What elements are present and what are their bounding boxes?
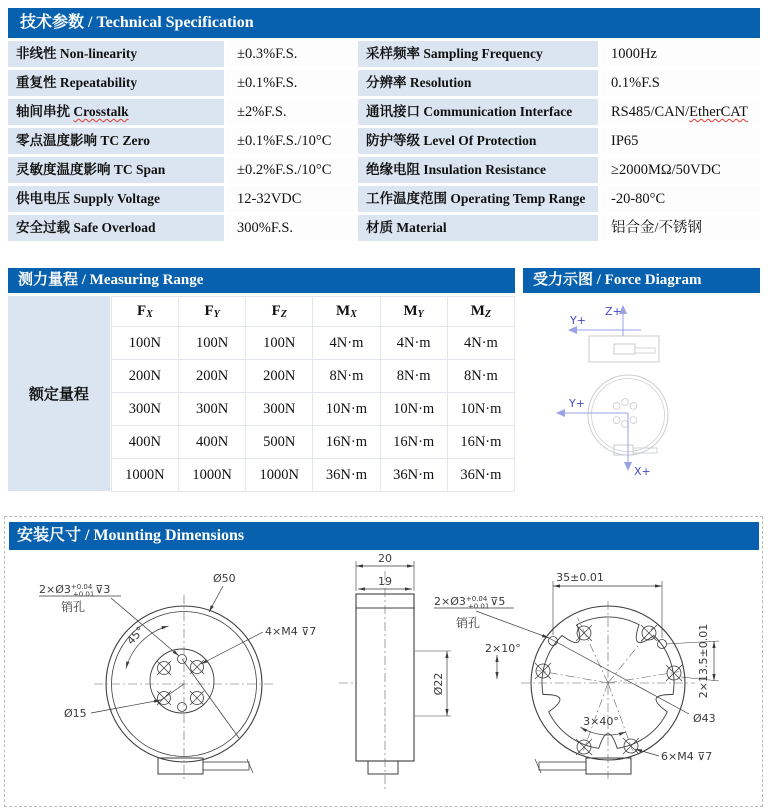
front-m4-dim: 4×M4 ⊽7: [265, 625, 317, 638]
spec-value-tc-zero: ±0.1%F.S./10°C: [227, 128, 355, 154]
spec-value-tc-span: ±0.2%F.S./10°C: [227, 157, 355, 183]
range-cell: 8N·m: [313, 360, 380, 393]
range-cell: 4N·m: [380, 327, 447, 360]
spec-label-protection: 防护等级 Level Of Protection: [358, 128, 598, 154]
range-cell: 1000N: [246, 459, 313, 492]
technical-spec-table: [8, 41, 760, 241]
side-view-drawing: [339, 552, 451, 789]
range-row-400n: [111, 426, 514, 459]
spec-value-sampling-frequency: 1000Hz: [601, 41, 760, 67]
front-pin-hole-label: 销孔: [61, 600, 86, 614]
range-cell: 1000N: [111, 459, 178, 492]
measuring-range-table: [8, 296, 515, 492]
side-d22-dim: Ø22: [432, 672, 445, 696]
range-row-200n: [111, 360, 514, 393]
spec-label-resolution: 分辨率 Resolution: [358, 70, 598, 96]
spec-value-comm-tail: EtherCAT: [689, 104, 748, 120]
col-mz: MZ: [447, 297, 514, 327]
front-d50-dim: Ø50: [213, 572, 236, 585]
range-cell: 100N: [111, 327, 178, 360]
side-width20-dim: 20: [378, 552, 392, 565]
spec-value-crosstalk: ±2%F.S.: [227, 99, 355, 125]
section-technical-specification: [8, 8, 760, 241]
range-cell: 16N·m: [447, 426, 514, 459]
mounting-dimensions-header: 安装尺寸 / Mounting Dimensions: [9, 522, 759, 550]
spec-label-nonlinearity: 非线性 Non-linearity: [8, 41, 224, 67]
mounting-drawings: [5, 517, 762, 806]
section-measuring-range: [8, 268, 515, 492]
rear-2x10deg-dim: 2×10°: [485, 642, 521, 655]
col-fx: FX: [111, 297, 178, 327]
measuring-range-header: 测力量程 / Measuring Range: [8, 268, 515, 293]
spec-value-protection: IP65: [601, 128, 760, 154]
rear-13p5-dim: 2×13.5±0.01: [697, 623, 710, 699]
sensor-side-view: [589, 336, 659, 362]
front-d15-dim: Ø15: [64, 707, 87, 720]
col-fz: FZ: [246, 297, 313, 327]
range-cell: 8N·m: [447, 360, 514, 393]
range-cell: 1000N: [178, 459, 245, 492]
range-cell: 36N·m: [447, 459, 514, 492]
spec-label-supply-voltage: 供电电压 Supply Voltage: [8, 186, 224, 212]
col-fy: FY: [178, 297, 245, 327]
col-my: MY: [380, 297, 447, 327]
range-cell: 36N·m: [380, 459, 447, 492]
rear-view-drawing: [434, 571, 719, 779]
range-header-row: [111, 297, 514, 327]
rear-pin-hole-label: 销孔: [456, 616, 481, 630]
spec-label-tc-zero: 零点温度影响 TC Zero: [8, 128, 224, 154]
range-cell: 16N·m: [313, 426, 380, 459]
range-cell: 4N·m: [313, 327, 380, 360]
rear-35-dim: 35±0.01: [556, 571, 604, 584]
range-cell: 400N: [178, 426, 245, 459]
axis-label-y-plus-top: Y+: [569, 397, 585, 410]
spec-label-material: 材质 Material: [358, 215, 598, 241]
rear-m4-dim: 6×M4 ⊽7: [661, 750, 713, 763]
force-diagram: [523, 294, 760, 506]
spec-value-insulation-resistance: ≥2000MΩ/50VDC: [601, 157, 760, 183]
spec-value-repeatability: ±0.1%F.S.: [227, 70, 355, 96]
spec-value-communication-interface: [601, 99, 760, 125]
rear-3x40deg-dim: 3×40°: [583, 715, 619, 728]
side-width19-dim: 19: [378, 575, 392, 588]
range-cell: 10N·m: [380, 393, 447, 426]
range-cell: 4N·m: [447, 327, 514, 360]
range-row-100n: [111, 327, 514, 360]
spec-label-tc-span: 灵敏度温度影响 TC Span: [8, 157, 224, 183]
range-cell: 16N·m: [380, 426, 447, 459]
range-cell: 8N·m: [380, 360, 447, 393]
spec-value-supply-voltage: 12-32VDC: [227, 186, 355, 212]
force-diagram-header: 受力示图 / Force Diagram: [523, 268, 760, 293]
range-cell: 100N: [246, 327, 313, 360]
axis-label-z-plus: Z+: [605, 305, 622, 318]
range-cell: 300N: [111, 393, 178, 426]
range-cell: 400N: [111, 426, 178, 459]
rear-d43-dim: Ø43: [693, 712, 716, 725]
spec-label-crosstalk-zh: 轴间串扰: [16, 104, 74, 119]
range-cell: 10N·m: [313, 393, 380, 426]
technical-spec-header: 技术参数 / Technical Specification: [8, 8, 760, 38]
spec-label-communication-interface: 通讯接口 Communication Interface: [358, 99, 598, 125]
spec-value-resolution: 0.1%F.S: [601, 70, 760, 96]
spec-value-operating-temp: -20-80°C: [601, 186, 760, 212]
spec-value-safe-overload: 300%F.S.: [227, 215, 355, 241]
front-pin-hole-dim: $2\times Ø3^{+0.04}$ +0.01⊽3: [39, 583, 111, 599]
range-cell: 200N: [246, 360, 313, 393]
range-cell: 200N: [178, 360, 245, 393]
spec-value-material: 铝合金/不锈钢: [601, 215, 760, 241]
top-view-axes: [557, 413, 628, 470]
col-mx: MX: [313, 297, 380, 327]
spec-label-safe-overload: 安全过载 Safe Overload: [8, 215, 224, 241]
spec-label-operating-temp: 工作温度范围 Operating Temp Range: [358, 186, 598, 212]
range-row-300n: [111, 393, 514, 426]
spec-label-crosstalk-en: Crosstalk: [73, 104, 129, 119]
rated-range-label: 额定量程: [8, 296, 110, 491]
range-cell: 200N: [111, 360, 178, 393]
spec-value-nonlinearity: ±0.3%F.S.: [227, 41, 355, 67]
rear-pin-hole-dim: $2\times Ø3^{+0.04}$ +0.01⊽5: [434, 595, 506, 611]
range-cell: 300N: [178, 393, 245, 426]
range-cell: 300N: [246, 393, 313, 426]
front-view-drawing: [39, 572, 316, 779]
axis-label-y-plus-side: Y+: [570, 314, 586, 327]
section-force-diagram: [523, 268, 760, 506]
front-angle45-dim: 45°: [124, 624, 147, 648]
spec-label-repeatability: 重复性 Repeatability: [8, 70, 224, 96]
spec-value-comm-head: RS485/CAN/: [611, 104, 690, 120]
range-cell: 100N: [178, 327, 245, 360]
range-row-1000n: [111, 459, 514, 492]
range-cell: 500N: [246, 426, 313, 459]
section-mounting-dimensions: [4, 516, 763, 807]
spec-label-sampling-frequency: 采样频率 Sampling Frequency: [358, 41, 598, 67]
range-cell: 36N·m: [313, 459, 380, 492]
spec-label-insulation-resistance: 绝缘电阻 Insulation Resistance: [358, 157, 598, 183]
axis-label-x-plus: X+: [634, 465, 651, 478]
spec-label-crosstalk: [8, 99, 224, 125]
range-cell: 10N·m: [447, 393, 514, 426]
